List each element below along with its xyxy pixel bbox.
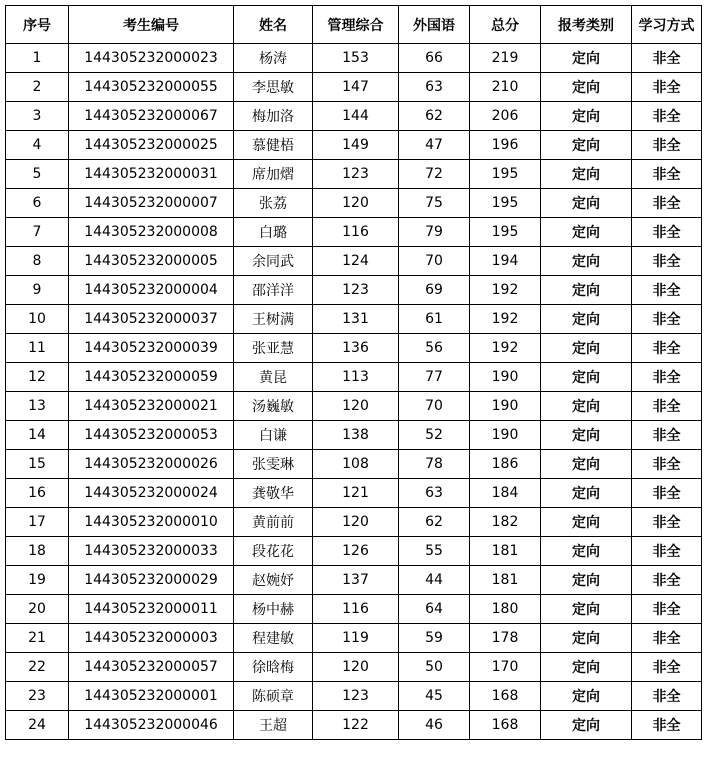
cell-foreign-language: 44 xyxy=(399,566,470,595)
cell-management: 144 xyxy=(313,102,399,131)
cell-total: 192 xyxy=(470,276,541,305)
cell-management: 116 xyxy=(313,595,399,624)
cell-study-mode: 非全 xyxy=(632,73,702,102)
cell-management: 116 xyxy=(313,218,399,247)
cell-category: 定向 xyxy=(541,566,632,595)
cell-category: 定向 xyxy=(541,537,632,566)
cell-name: 白璐 xyxy=(234,218,313,247)
table-row xyxy=(6,102,702,131)
cell-category: 定向 xyxy=(541,363,632,392)
cell-foreign-language: 64 xyxy=(399,595,470,624)
cell-management: 149 xyxy=(313,131,399,160)
cell-total: 170 xyxy=(470,653,541,682)
cell-name: 杨中赫 xyxy=(234,595,313,624)
cell-candidate-id: 144305232000055 xyxy=(69,73,234,102)
cell-management: 120 xyxy=(313,653,399,682)
table-row xyxy=(6,44,702,73)
cell-foreign-language: 61 xyxy=(399,305,470,334)
cell-total: 206 xyxy=(470,102,541,131)
cell-category: 定向 xyxy=(541,653,632,682)
cell-total: 190 xyxy=(470,421,541,450)
cell-name: 白谦 xyxy=(234,421,313,450)
cell-category: 定向 xyxy=(541,247,632,276)
cell-study-mode: 非全 xyxy=(632,218,702,247)
cell-management: 119 xyxy=(313,624,399,653)
cell-management: 123 xyxy=(313,682,399,711)
cell-total: 190 xyxy=(470,392,541,421)
cell-name: 邵洋洋 xyxy=(234,276,313,305)
score-table xyxy=(5,5,702,740)
cell-foreign-language: 63 xyxy=(399,479,470,508)
cell-foreign-language: 50 xyxy=(399,653,470,682)
cell-management: 120 xyxy=(313,189,399,218)
cell-category: 定向 xyxy=(541,44,632,73)
cell-seq: 20 xyxy=(6,595,69,624)
cell-candidate-id: 144305232000046 xyxy=(69,711,234,740)
cell-foreign-language: 72 xyxy=(399,160,470,189)
cell-seq: 9 xyxy=(6,276,69,305)
cell-total: 184 xyxy=(470,479,541,508)
cell-candidate-id: 144305232000010 xyxy=(69,508,234,537)
cell-seq: 19 xyxy=(6,566,69,595)
cell-management: 123 xyxy=(313,160,399,189)
cell-management: 121 xyxy=(313,479,399,508)
cell-management: 126 xyxy=(313,537,399,566)
cell-management: 131 xyxy=(313,305,399,334)
cell-category: 定向 xyxy=(541,334,632,363)
cell-seq: 1 xyxy=(6,44,69,73)
cell-management: 122 xyxy=(313,711,399,740)
table-row xyxy=(6,73,702,102)
cell-foreign-language: 47 xyxy=(399,131,470,160)
cell-study-mode: 非全 xyxy=(632,131,702,160)
cell-category: 定向 xyxy=(541,624,632,653)
cell-total: 210 xyxy=(470,73,541,102)
table-row xyxy=(6,653,702,682)
cell-total: 196 xyxy=(470,131,541,160)
cell-management: 120 xyxy=(313,508,399,537)
cell-candidate-id: 144305232000067 xyxy=(69,102,234,131)
cell-total: 180 xyxy=(470,595,541,624)
cell-total: 195 xyxy=(470,189,541,218)
cell-foreign-language: 70 xyxy=(399,247,470,276)
cell-total: 195 xyxy=(470,218,541,247)
table-body xyxy=(6,44,702,740)
cell-name: 段花花 xyxy=(234,537,313,566)
cell-foreign-language: 62 xyxy=(399,102,470,131)
table-row xyxy=(6,537,702,566)
cell-candidate-id: 144305232000057 xyxy=(69,653,234,682)
cell-seq: 4 xyxy=(6,131,69,160)
cell-foreign-language: 56 xyxy=(399,334,470,363)
cell-candidate-id: 144305232000021 xyxy=(69,392,234,421)
table-row xyxy=(6,450,702,479)
cell-seq: 16 xyxy=(6,479,69,508)
header-name: 姓名 xyxy=(234,6,313,44)
cell-category: 定向 xyxy=(541,450,632,479)
cell-study-mode: 非全 xyxy=(632,189,702,218)
cell-candidate-id: 144305232000031 xyxy=(69,160,234,189)
cell-management: 136 xyxy=(313,334,399,363)
cell-study-mode: 非全 xyxy=(632,566,702,595)
cell-category: 定向 xyxy=(541,276,632,305)
cell-total: 181 xyxy=(470,537,541,566)
cell-study-mode: 非全 xyxy=(632,44,702,73)
cell-total: 195 xyxy=(470,160,541,189)
cell-seq: 8 xyxy=(6,247,69,276)
header-management: 管理综合 xyxy=(313,6,399,44)
cell-study-mode: 非全 xyxy=(632,624,702,653)
cell-management: 137 xyxy=(313,566,399,595)
cell-total: 178 xyxy=(470,624,541,653)
cell-management: 113 xyxy=(313,363,399,392)
cell-total: 186 xyxy=(470,450,541,479)
cell-total: 168 xyxy=(470,682,541,711)
cell-name: 席加熠 xyxy=(234,160,313,189)
cell-category: 定向 xyxy=(541,421,632,450)
table-row xyxy=(6,189,702,218)
cell-foreign-language: 46 xyxy=(399,711,470,740)
cell-foreign-language: 75 xyxy=(399,189,470,218)
cell-seq: 18 xyxy=(6,537,69,566)
cell-total: 192 xyxy=(470,334,541,363)
cell-name: 汤巍敏 xyxy=(234,392,313,421)
cell-name: 王树满 xyxy=(234,305,313,334)
cell-study-mode: 非全 xyxy=(632,682,702,711)
cell-management: 123 xyxy=(313,276,399,305)
cell-category: 定向 xyxy=(541,595,632,624)
cell-seq: 11 xyxy=(6,334,69,363)
table-row xyxy=(6,276,702,305)
cell-name: 张雯琳 xyxy=(234,450,313,479)
cell-seq: 24 xyxy=(6,711,69,740)
cell-study-mode: 非全 xyxy=(632,653,702,682)
cell-seq: 6 xyxy=(6,189,69,218)
cell-study-mode: 非全 xyxy=(632,363,702,392)
cell-seq: 10 xyxy=(6,305,69,334)
cell-management: 108 xyxy=(313,450,399,479)
cell-study-mode: 非全 xyxy=(632,537,702,566)
cell-management: 120 xyxy=(313,392,399,421)
table-row xyxy=(6,479,702,508)
cell-management: 147 xyxy=(313,73,399,102)
cell-candidate-id: 144305232000023 xyxy=(69,44,234,73)
cell-name: 李思敏 xyxy=(234,73,313,102)
cell-foreign-language: 66 xyxy=(399,44,470,73)
cell-name: 余同武 xyxy=(234,247,313,276)
cell-study-mode: 非全 xyxy=(632,334,702,363)
cell-total: 182 xyxy=(470,508,541,537)
document xyxy=(5,5,701,740)
cell-seq: 15 xyxy=(6,450,69,479)
cell-study-mode: 非全 xyxy=(632,508,702,537)
table-row xyxy=(6,334,702,363)
table-row xyxy=(6,682,702,711)
cell-category: 定向 xyxy=(541,160,632,189)
cell-candidate-id: 144305232000001 xyxy=(69,682,234,711)
cell-total: 190 xyxy=(470,363,541,392)
cell-seq: 5 xyxy=(6,160,69,189)
cell-foreign-language: 78 xyxy=(399,450,470,479)
cell-category: 定向 xyxy=(541,392,632,421)
table-row xyxy=(6,566,702,595)
cell-seq: 7 xyxy=(6,218,69,247)
cell-candidate-id: 144305232000011 xyxy=(69,595,234,624)
cell-seq: 3 xyxy=(6,102,69,131)
cell-study-mode: 非全 xyxy=(632,711,702,740)
cell-candidate-id: 144305232000033 xyxy=(69,537,234,566)
header-seq: 序号 xyxy=(6,6,69,44)
cell-management: 153 xyxy=(313,44,399,73)
cell-foreign-language: 52 xyxy=(399,421,470,450)
cell-candidate-id: 144305232000004 xyxy=(69,276,234,305)
cell-name: 徐晗梅 xyxy=(234,653,313,682)
cell-category: 定向 xyxy=(541,131,632,160)
cell-foreign-language: 63 xyxy=(399,73,470,102)
cell-foreign-language: 77 xyxy=(399,363,470,392)
cell-name: 杨涛 xyxy=(234,44,313,73)
header-row xyxy=(6,6,702,44)
cell-candidate-id: 144305232000005 xyxy=(69,247,234,276)
cell-seq: 14 xyxy=(6,421,69,450)
cell-foreign-language: 55 xyxy=(399,537,470,566)
cell-category: 定向 xyxy=(541,73,632,102)
cell-candidate-id: 144305232000003 xyxy=(69,624,234,653)
cell-study-mode: 非全 xyxy=(632,392,702,421)
cell-name: 黄昆 xyxy=(234,363,313,392)
cell-candidate-id: 144305232000025 xyxy=(69,131,234,160)
cell-name: 梅加洛 xyxy=(234,102,313,131)
cell-name: 黄前前 xyxy=(234,508,313,537)
cell-seq: 13 xyxy=(6,392,69,421)
cell-name: 龚敬华 xyxy=(234,479,313,508)
cell-study-mode: 非全 xyxy=(632,595,702,624)
cell-seq: 2 xyxy=(6,73,69,102)
table-row xyxy=(6,595,702,624)
cell-foreign-language: 45 xyxy=(399,682,470,711)
cell-management: 138 xyxy=(313,421,399,450)
cell-seq: 23 xyxy=(6,682,69,711)
cell-study-mode: 非全 xyxy=(632,102,702,131)
cell-study-mode: 非全 xyxy=(632,305,702,334)
cell-seq: 22 xyxy=(6,653,69,682)
cell-candidate-id: 144305232000037 xyxy=(69,305,234,334)
cell-candidate-id: 144305232000008 xyxy=(69,218,234,247)
cell-category: 定向 xyxy=(541,682,632,711)
cell-category: 定向 xyxy=(541,189,632,218)
cell-study-mode: 非全 xyxy=(632,276,702,305)
table-row xyxy=(6,305,702,334)
cell-candidate-id: 144305232000039 xyxy=(69,334,234,363)
cell-candidate-id: 144305232000029 xyxy=(69,566,234,595)
cell-name: 王超 xyxy=(234,711,313,740)
cell-name: 程建敏 xyxy=(234,624,313,653)
header-study-mode: 学习方式 xyxy=(632,6,702,44)
table-row xyxy=(6,392,702,421)
cell-name: 张亚慧 xyxy=(234,334,313,363)
table-row xyxy=(6,711,702,740)
table-row xyxy=(6,160,702,189)
table-row xyxy=(6,624,702,653)
cell-foreign-language: 62 xyxy=(399,508,470,537)
cell-study-mode: 非全 xyxy=(632,479,702,508)
header-category: 报考类别 xyxy=(541,6,632,44)
cell-category: 定向 xyxy=(541,479,632,508)
cell-name: 张荔 xyxy=(234,189,313,218)
cell-candidate-id: 144305232000007 xyxy=(69,189,234,218)
cell-total: 219 xyxy=(470,44,541,73)
cell-total: 194 xyxy=(470,247,541,276)
cell-category: 定向 xyxy=(541,218,632,247)
cell-management: 124 xyxy=(313,247,399,276)
cell-candidate-id: 144305232000026 xyxy=(69,450,234,479)
header-total: 总分 xyxy=(470,6,541,44)
header-foreign-language: 外国语 xyxy=(399,6,470,44)
cell-name: 陈硕章 xyxy=(234,682,313,711)
cell-seq: 12 xyxy=(6,363,69,392)
table-row xyxy=(6,363,702,392)
cell-foreign-language: 59 xyxy=(399,624,470,653)
table-row xyxy=(6,247,702,276)
cell-category: 定向 xyxy=(541,711,632,740)
table-row xyxy=(6,421,702,450)
table-row xyxy=(6,131,702,160)
table-row xyxy=(6,218,702,247)
cell-candidate-id: 144305232000059 xyxy=(69,363,234,392)
cell-seq: 17 xyxy=(6,508,69,537)
cell-total: 181 xyxy=(470,566,541,595)
cell-category: 定向 xyxy=(541,508,632,537)
cell-candidate-id: 144305232000053 xyxy=(69,421,234,450)
cell-candidate-id: 144305232000024 xyxy=(69,479,234,508)
cell-study-mode: 非全 xyxy=(632,421,702,450)
cell-name: 慕健梧 xyxy=(234,131,313,160)
cell-category: 定向 xyxy=(541,102,632,131)
cell-total: 192 xyxy=(470,305,541,334)
cell-category: 定向 xyxy=(541,305,632,334)
cell-foreign-language: 79 xyxy=(399,218,470,247)
table-row xyxy=(6,508,702,537)
header-candidate-id: 考生编号 xyxy=(69,6,234,44)
cell-study-mode: 非全 xyxy=(632,450,702,479)
cell-study-mode: 非全 xyxy=(632,160,702,189)
cell-total: 168 xyxy=(470,711,541,740)
cell-study-mode: 非全 xyxy=(632,247,702,276)
cell-name: 赵婉妤 xyxy=(234,566,313,595)
cell-foreign-language: 69 xyxy=(399,276,470,305)
cell-foreign-language: 70 xyxy=(399,392,470,421)
cell-seq: 21 xyxy=(6,624,69,653)
